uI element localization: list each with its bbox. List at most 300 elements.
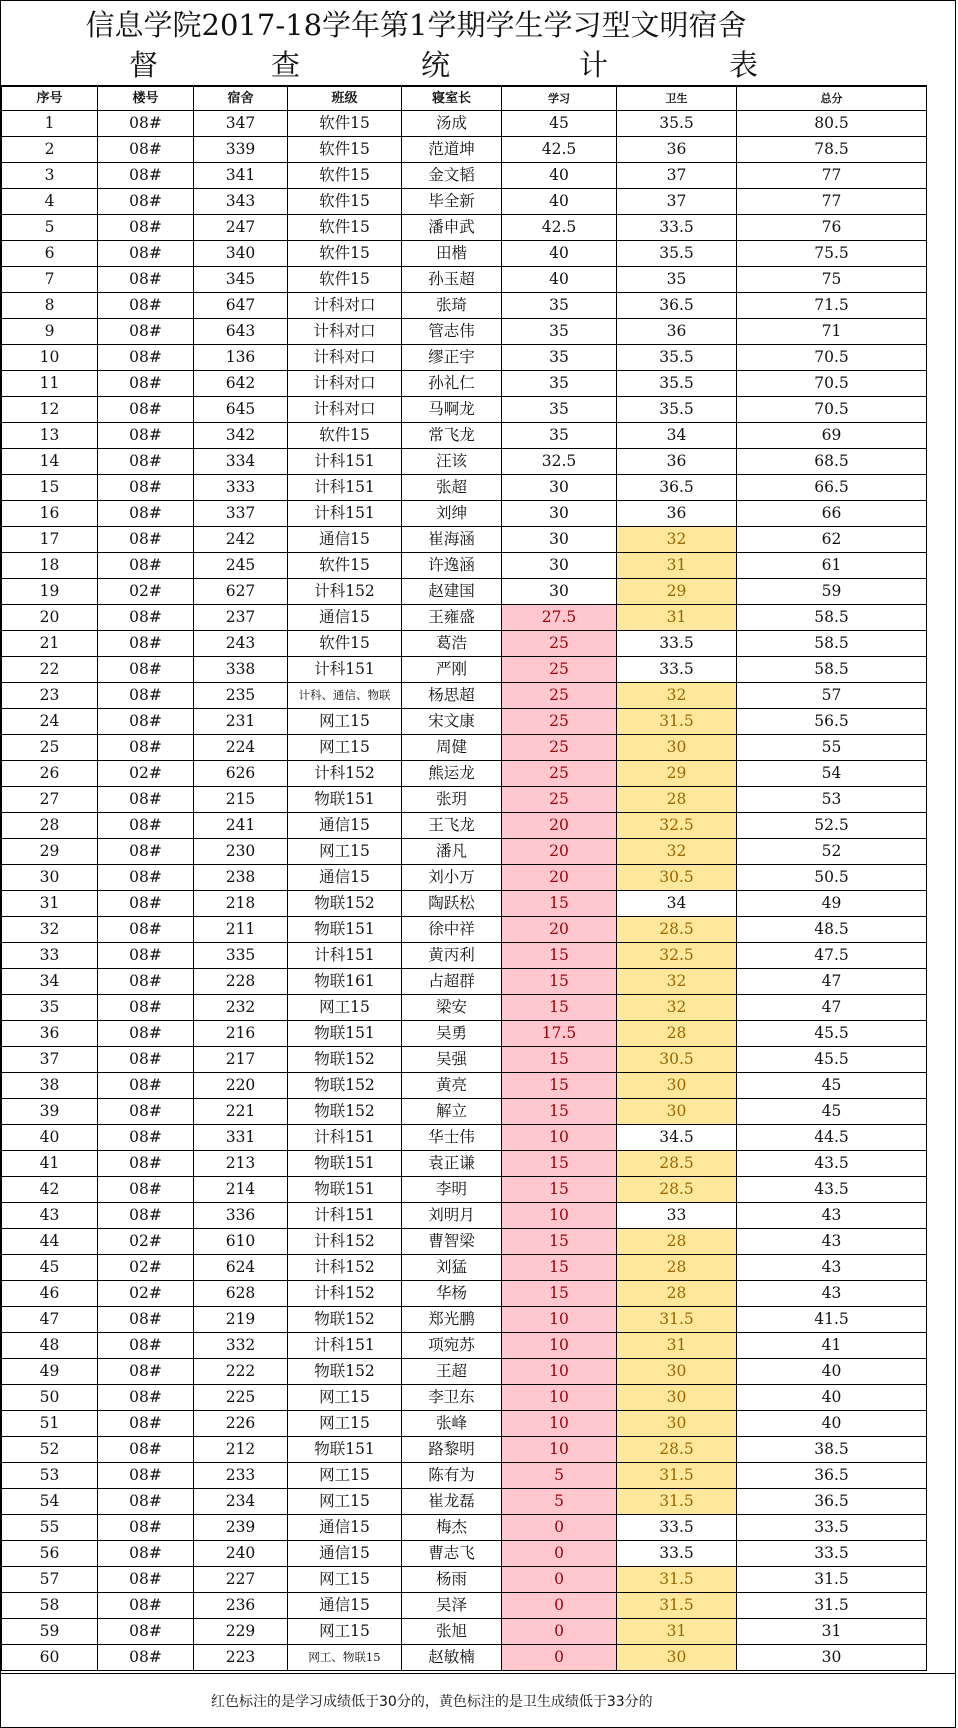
column-header[interactable]: 寝室长 xyxy=(402,86,502,111)
hygiene-score-cell[interactable]: 37 xyxy=(617,163,737,189)
study-score-cell[interactable]: 15 xyxy=(502,1099,617,1125)
row-number-cell[interactable]: 33 xyxy=(2,943,98,969)
class-cell[interactable]: 通信15 xyxy=(288,813,402,839)
building-cell[interactable]: 08# xyxy=(98,995,194,1021)
study-score-cell[interactable]: 15 xyxy=(502,1047,617,1073)
hygiene-score-cell[interactable]: 28.5 xyxy=(617,1151,737,1177)
dorm-leader-cell[interactable]: 曹志飞 xyxy=(402,1541,502,1567)
building-cell[interactable]: 08# xyxy=(98,1099,194,1125)
study-score-cell[interactable]: 40 xyxy=(502,189,617,215)
study-score-cell[interactable]: 30 xyxy=(502,501,617,527)
study-score-cell[interactable]: 20 xyxy=(502,839,617,865)
dorm-number-cell[interactable]: 645 xyxy=(194,397,288,423)
building-cell[interactable]: 08# xyxy=(98,1333,194,1359)
class-cell[interactable]: 计科151 xyxy=(288,1125,402,1151)
dorm-number-cell[interactable]: 235 xyxy=(194,683,288,709)
dorm-leader-cell[interactable]: 梁安 xyxy=(402,995,502,1021)
hygiene-score-cell[interactable]: 30.5 xyxy=(617,865,737,891)
hygiene-score-cell[interactable]: 28 xyxy=(617,787,737,813)
class-cell[interactable]: 软件15 xyxy=(288,111,402,137)
class-cell[interactable]: 软件15 xyxy=(288,189,402,215)
class-cell[interactable]: 计科151 xyxy=(288,449,402,475)
study-score-cell[interactable]: 35 xyxy=(502,397,617,423)
hygiene-score-cell[interactable]: 36 xyxy=(617,137,737,163)
dorm-leader-cell[interactable]: 华士伟 xyxy=(402,1125,502,1151)
total-score-cell[interactable]: 31 xyxy=(737,1619,927,1645)
dorm-number-cell[interactable]: 345 xyxy=(194,267,288,293)
hygiene-score-cell[interactable]: 28 xyxy=(617,1021,737,1047)
class-cell[interactable]: 物联151 xyxy=(288,1021,402,1047)
dorm-leader-cell[interactable]: 吴泽 xyxy=(402,1593,502,1619)
study-score-cell[interactable]: 15 xyxy=(502,943,617,969)
study-score-cell[interactable]: 45 xyxy=(502,111,617,137)
total-score-cell[interactable]: 47.5 xyxy=(737,943,927,969)
total-score-cell[interactable]: 49 xyxy=(737,891,927,917)
total-score-cell[interactable]: 40 xyxy=(737,1359,927,1385)
building-cell[interactable]: 08# xyxy=(98,111,194,137)
building-cell[interactable]: 08# xyxy=(98,917,194,943)
row-number-cell[interactable]: 29 xyxy=(2,839,98,865)
study-score-cell[interactable]: 25 xyxy=(502,735,617,761)
building-cell[interactable]: 08# xyxy=(98,345,194,371)
total-score-cell[interactable]: 43 xyxy=(737,1281,927,1307)
dorm-leader-cell[interactable]: 张琦 xyxy=(402,293,502,319)
row-number-cell[interactable]: 27 xyxy=(2,787,98,813)
hygiene-score-cell[interactable]: 33.5 xyxy=(617,631,737,657)
column-header[interactable]: 卫生 xyxy=(617,86,737,111)
total-score-cell[interactable]: 45.5 xyxy=(737,1047,927,1073)
dorm-number-cell[interactable]: 337 xyxy=(194,501,288,527)
row-number-cell[interactable]: 14 xyxy=(2,449,98,475)
row-number-cell[interactable]: 36 xyxy=(2,1021,98,1047)
dorm-leader-cell[interactable]: 王飞龙 xyxy=(402,813,502,839)
hygiene-score-cell[interactable]: 28 xyxy=(617,1229,737,1255)
building-cell[interactable]: 08# xyxy=(98,683,194,709)
hygiene-score-cell[interactable]: 35.5 xyxy=(617,241,737,267)
row-number-cell[interactable]: 46 xyxy=(2,1281,98,1307)
hygiene-score-cell[interactable]: 35.5 xyxy=(617,111,737,137)
dorm-leader-cell[interactable]: 李卫东 xyxy=(402,1385,502,1411)
class-cell[interactable]: 网工15 xyxy=(288,1619,402,1645)
dorm-number-cell[interactable]: 220 xyxy=(194,1073,288,1099)
row-number-cell[interactable]: 35 xyxy=(2,995,98,1021)
hygiene-score-cell[interactable]: 30 xyxy=(617,1099,737,1125)
row-number-cell[interactable]: 38 xyxy=(2,1073,98,1099)
building-cell[interactable]: 02# xyxy=(98,1281,194,1307)
class-cell[interactable]: 软件15 xyxy=(288,423,402,449)
dorm-number-cell[interactable]: 643 xyxy=(194,319,288,345)
study-score-cell[interactable]: 25 xyxy=(502,709,617,735)
dorm-number-cell[interactable]: 626 xyxy=(194,761,288,787)
dorm-number-cell[interactable]: 341 xyxy=(194,163,288,189)
study-score-cell[interactable]: 25 xyxy=(502,657,617,683)
building-cell[interactable]: 08# xyxy=(98,1619,194,1645)
dorm-number-cell[interactable]: 213 xyxy=(194,1151,288,1177)
study-score-cell[interactable]: 30 xyxy=(502,553,617,579)
building-cell[interactable]: 08# xyxy=(98,631,194,657)
study-score-cell[interactable]: 15 xyxy=(502,891,617,917)
total-score-cell[interactable]: 75 xyxy=(737,267,927,293)
study-score-cell[interactable]: 10 xyxy=(502,1125,617,1151)
total-score-cell[interactable]: 43 xyxy=(737,1203,927,1229)
dorm-leader-cell[interactable]: 刘绅 xyxy=(402,501,502,527)
dorm-leader-cell[interactable]: 宋文康 xyxy=(402,709,502,735)
dorm-number-cell[interactable]: 228 xyxy=(194,969,288,995)
study-score-cell[interactable]: 20 xyxy=(502,813,617,839)
dorm-leader-cell[interactable]: 潘凡 xyxy=(402,839,502,865)
class-cell[interactable]: 网工15 xyxy=(288,1463,402,1489)
hygiene-score-cell[interactable]: 34.5 xyxy=(617,1125,737,1151)
dorm-number-cell[interactable]: 243 xyxy=(194,631,288,657)
class-cell[interactable]: 物联161 xyxy=(288,969,402,995)
study-score-cell[interactable]: 20 xyxy=(502,917,617,943)
study-score-cell[interactable]: 25 xyxy=(502,631,617,657)
total-score-cell[interactable]: 45 xyxy=(737,1073,927,1099)
dorm-leader-cell[interactable]: 周健 xyxy=(402,735,502,761)
class-cell[interactable]: 软件15 xyxy=(288,553,402,579)
class-cell[interactable]: 网工15 xyxy=(288,1411,402,1437)
row-number-cell[interactable]: 11 xyxy=(2,371,98,397)
total-score-cell[interactable]: 77 xyxy=(737,189,927,215)
total-score-cell[interactable]: 62 xyxy=(737,527,927,553)
class-cell[interactable]: 软件15 xyxy=(288,137,402,163)
total-score-cell[interactable]: 43.5 xyxy=(737,1177,927,1203)
row-number-cell[interactable]: 4 xyxy=(2,189,98,215)
dorm-number-cell[interactable]: 231 xyxy=(194,709,288,735)
dorm-leader-cell[interactable]: 刘明月 xyxy=(402,1203,502,1229)
building-cell[interactable]: 02# xyxy=(98,761,194,787)
hygiene-score-cell[interactable]: 30.5 xyxy=(617,1047,737,1073)
dorm-leader-cell[interactable]: 刘猛 xyxy=(402,1255,502,1281)
dorm-leader-cell[interactable]: 杨雨 xyxy=(402,1567,502,1593)
building-cell[interactable]: 08# xyxy=(98,319,194,345)
dorm-number-cell[interactable]: 230 xyxy=(194,839,288,865)
study-score-cell[interactable]: 40 xyxy=(502,163,617,189)
total-score-cell[interactable]: 69 xyxy=(737,423,927,449)
dorm-leader-cell[interactable]: 马啊龙 xyxy=(402,397,502,423)
building-cell[interactable]: 08# xyxy=(98,1177,194,1203)
class-cell[interactable]: 物联151 xyxy=(288,787,402,813)
row-number-cell[interactable]: 60 xyxy=(2,1645,98,1671)
class-cell[interactable]: 物联152 xyxy=(288,1073,402,1099)
building-cell[interactable]: 02# xyxy=(98,579,194,605)
study-score-cell[interactable]: 15 xyxy=(502,1177,617,1203)
hygiene-score-cell[interactable]: 28 xyxy=(617,1281,737,1307)
building-cell[interactable]: 08# xyxy=(98,787,194,813)
dorm-leader-cell[interactable]: 袁正谦 xyxy=(402,1151,502,1177)
total-score-cell[interactable]: 31.5 xyxy=(737,1593,927,1619)
hygiene-score-cell[interactable]: 28.5 xyxy=(617,1177,737,1203)
dorm-number-cell[interactable]: 217 xyxy=(194,1047,288,1073)
dorm-number-cell[interactable]: 241 xyxy=(194,813,288,839)
row-number-cell[interactable]: 10 xyxy=(2,345,98,371)
row-number-cell[interactable]: 53 xyxy=(2,1463,98,1489)
hygiene-score-cell[interactable]: 28 xyxy=(617,1255,737,1281)
building-cell[interactable]: 08# xyxy=(98,527,194,553)
hygiene-score-cell[interactable]: 32.5 xyxy=(617,813,737,839)
total-score-cell[interactable]: 36.5 xyxy=(737,1463,927,1489)
hygiene-score-cell[interactable]: 35 xyxy=(617,267,737,293)
building-cell[interactable]: 08# xyxy=(98,1489,194,1515)
hygiene-score-cell[interactable]: 30 xyxy=(617,1411,737,1437)
dorm-number-cell[interactable]: 239 xyxy=(194,1515,288,1541)
total-score-cell[interactable]: 40 xyxy=(737,1385,927,1411)
dorm-number-cell[interactable]: 335 xyxy=(194,943,288,969)
total-score-cell[interactable]: 41 xyxy=(737,1333,927,1359)
class-cell[interactable]: 计科151 xyxy=(288,475,402,501)
building-cell[interactable]: 08# xyxy=(98,891,194,917)
row-number-cell[interactable]: 16 xyxy=(2,501,98,527)
row-number-cell[interactable]: 1 xyxy=(2,111,98,137)
class-cell[interactable]: 计科对口 xyxy=(288,293,402,319)
study-score-cell[interactable]: 10 xyxy=(502,1411,617,1437)
hygiene-score-cell[interactable]: 30 xyxy=(617,1645,737,1671)
total-score-cell[interactable]: 36.5 xyxy=(737,1489,927,1515)
building-cell[interactable]: 08# xyxy=(98,813,194,839)
study-score-cell[interactable]: 0 xyxy=(502,1645,617,1671)
class-cell[interactable]: 物联151 xyxy=(288,917,402,943)
row-number-cell[interactable]: 21 xyxy=(2,631,98,657)
study-score-cell[interactable]: 35 xyxy=(502,371,617,397)
dorm-number-cell[interactable]: 624 xyxy=(194,1255,288,1281)
row-number-cell[interactable]: 23 xyxy=(2,683,98,709)
total-score-cell[interactable]: 48.5 xyxy=(737,917,927,943)
study-score-cell[interactable]: 30 xyxy=(502,579,617,605)
total-score-cell[interactable]: 70.5 xyxy=(737,371,927,397)
row-number-cell[interactable]: 28 xyxy=(2,813,98,839)
hygiene-score-cell[interactable]: 32.5 xyxy=(617,943,737,969)
building-cell[interactable]: 08# xyxy=(98,475,194,501)
building-cell[interactable]: 08# xyxy=(98,1021,194,1047)
building-cell[interactable]: 08# xyxy=(98,709,194,735)
study-score-cell[interactable]: 17.5 xyxy=(502,1021,617,1047)
dorm-leader-cell[interactable]: 徐中祥 xyxy=(402,917,502,943)
hygiene-score-cell[interactable]: 33.5 xyxy=(617,1515,737,1541)
study-score-cell[interactable]: 15 xyxy=(502,1229,617,1255)
row-number-cell[interactable]: 47 xyxy=(2,1307,98,1333)
total-score-cell[interactable]: 33.5 xyxy=(737,1515,927,1541)
dorm-number-cell[interactable]: 336 xyxy=(194,1203,288,1229)
building-cell[interactable]: 08# xyxy=(98,1385,194,1411)
row-number-cell[interactable]: 24 xyxy=(2,709,98,735)
row-number-cell[interactable]: 5 xyxy=(2,215,98,241)
class-cell[interactable]: 软件15 xyxy=(288,241,402,267)
total-score-cell[interactable]: 38.5 xyxy=(737,1437,927,1463)
hygiene-score-cell[interactable]: 32 xyxy=(617,839,737,865)
row-number-cell[interactable]: 41 xyxy=(2,1151,98,1177)
class-cell[interactable]: 网工、物联15 xyxy=(288,1645,402,1671)
total-score-cell[interactable]: 66 xyxy=(737,501,927,527)
dorm-leader-cell[interactable]: 杨思超 xyxy=(402,683,502,709)
dorm-number-cell[interactable]: 214 xyxy=(194,1177,288,1203)
dorm-number-cell[interactable]: 236 xyxy=(194,1593,288,1619)
hygiene-score-cell[interactable]: 33.5 xyxy=(617,657,737,683)
total-score-cell[interactable]: 43.5 xyxy=(737,1151,927,1177)
total-score-cell[interactable]: 70.5 xyxy=(737,345,927,371)
building-cell[interactable]: 08# xyxy=(98,735,194,761)
total-score-cell[interactable]: 47 xyxy=(737,969,927,995)
dorm-number-cell[interactable]: 333 xyxy=(194,475,288,501)
study-score-cell[interactable]: 25 xyxy=(502,761,617,787)
class-cell[interactable]: 物联151 xyxy=(288,1151,402,1177)
dorm-leader-cell[interactable]: 崔海涵 xyxy=(402,527,502,553)
hygiene-score-cell[interactable]: 32 xyxy=(617,683,737,709)
dorm-leader-cell[interactable]: 张玥 xyxy=(402,787,502,813)
building-cell[interactable]: 08# xyxy=(98,423,194,449)
dorm-leader-cell[interactable]: 陈有为 xyxy=(402,1463,502,1489)
dorm-leader-cell[interactable]: 毕全新 xyxy=(402,189,502,215)
study-score-cell[interactable]: 15 xyxy=(502,1151,617,1177)
study-score-cell[interactable]: 15 xyxy=(502,995,617,1021)
class-cell[interactable]: 软件15 xyxy=(288,267,402,293)
row-number-cell[interactable]: 13 xyxy=(2,423,98,449)
row-number-cell[interactable]: 17 xyxy=(2,527,98,553)
hygiene-score-cell[interactable]: 36.5 xyxy=(617,475,737,501)
dorm-number-cell[interactable]: 215 xyxy=(194,787,288,813)
building-cell[interactable]: 08# xyxy=(98,969,194,995)
total-score-cell[interactable]: 44.5 xyxy=(737,1125,927,1151)
total-score-cell[interactable]: 61 xyxy=(737,553,927,579)
building-cell[interactable]: 08# xyxy=(98,449,194,475)
building-cell[interactable]: 08# xyxy=(98,1411,194,1437)
study-score-cell[interactable]: 0 xyxy=(502,1541,617,1567)
dorm-leader-cell[interactable]: 范道坤 xyxy=(402,137,502,163)
dorm-leader-cell[interactable]: 王雍盛 xyxy=(402,605,502,631)
class-cell[interactable]: 计科151 xyxy=(288,1203,402,1229)
dorm-leader-cell[interactable]: 曹智梁 xyxy=(402,1229,502,1255)
building-cell[interactable]: 08# xyxy=(98,137,194,163)
total-score-cell[interactable]: 45 xyxy=(737,1099,927,1125)
dorm-leader-cell[interactable]: 吴强 xyxy=(402,1047,502,1073)
study-score-cell[interactable]: 35 xyxy=(502,423,617,449)
row-number-cell[interactable]: 19 xyxy=(2,579,98,605)
total-score-cell[interactable]: 43 xyxy=(737,1255,927,1281)
dorm-leader-cell[interactable]: 刘小万 xyxy=(402,865,502,891)
dorm-leader-cell[interactable]: 黄亮 xyxy=(402,1073,502,1099)
study-score-cell[interactable]: 32.5 xyxy=(502,449,617,475)
class-cell[interactable]: 物联151 xyxy=(288,1177,402,1203)
row-number-cell[interactable]: 9 xyxy=(2,319,98,345)
dorm-leader-cell[interactable]: 田楷 xyxy=(402,241,502,267)
class-cell[interactable]: 物联152 xyxy=(288,891,402,917)
class-cell[interactable]: 计科152 xyxy=(288,761,402,787)
dorm-leader-cell[interactable]: 王超 xyxy=(402,1359,502,1385)
study-score-cell[interactable]: 20 xyxy=(502,865,617,891)
dorm-number-cell[interactable]: 338 xyxy=(194,657,288,683)
study-score-cell[interactable]: 0 xyxy=(502,1593,617,1619)
total-score-cell[interactable]: 71 xyxy=(737,319,927,345)
row-number-cell[interactable]: 50 xyxy=(2,1385,98,1411)
dorm-number-cell[interactable]: 233 xyxy=(194,1463,288,1489)
row-number-cell[interactable]: 22 xyxy=(2,657,98,683)
row-number-cell[interactable]: 34 xyxy=(2,969,98,995)
class-cell[interactable]: 网工15 xyxy=(288,995,402,1021)
hygiene-score-cell[interactable]: 31.5 xyxy=(617,1593,737,1619)
class-cell[interactable]: 物联152 xyxy=(288,1047,402,1073)
row-number-cell[interactable]: 59 xyxy=(2,1619,98,1645)
dorm-number-cell[interactable]: 136 xyxy=(194,345,288,371)
hygiene-score-cell[interactable]: 29 xyxy=(617,761,737,787)
column-header[interactable]: 楼号 xyxy=(98,86,194,111)
row-number-cell[interactable]: 37 xyxy=(2,1047,98,1073)
dorm-leader-cell[interactable]: 陶跃松 xyxy=(402,891,502,917)
dorm-leader-cell[interactable]: 张旭 xyxy=(402,1619,502,1645)
building-cell[interactable]: 08# xyxy=(98,215,194,241)
column-header[interactable]: 总分 xyxy=(737,86,927,111)
dorm-number-cell[interactable]: 642 xyxy=(194,371,288,397)
study-score-cell[interactable]: 15 xyxy=(502,969,617,995)
building-cell[interactable]: 08# xyxy=(98,1463,194,1489)
total-score-cell[interactable]: 52.5 xyxy=(737,813,927,839)
study-score-cell[interactable]: 42.5 xyxy=(502,137,617,163)
study-score-cell[interactable]: 10 xyxy=(502,1333,617,1359)
study-score-cell[interactable]: 40 xyxy=(502,267,617,293)
class-cell[interactable]: 物联151 xyxy=(288,1437,402,1463)
building-cell[interactable]: 08# xyxy=(98,397,194,423)
dorm-leader-cell[interactable]: 汪该 xyxy=(402,449,502,475)
class-cell[interactable]: 计科151 xyxy=(288,657,402,683)
dorm-number-cell[interactable]: 245 xyxy=(194,553,288,579)
building-cell[interactable]: 08# xyxy=(98,657,194,683)
class-cell[interactable]: 物联152 xyxy=(288,1307,402,1333)
total-score-cell[interactable]: 55 xyxy=(737,735,927,761)
dorm-leader-cell[interactable]: 华杨 xyxy=(402,1281,502,1307)
building-cell[interactable]: 08# xyxy=(98,163,194,189)
hygiene-score-cell[interactable]: 32 xyxy=(617,527,737,553)
class-cell[interactable]: 通信15 xyxy=(288,605,402,631)
dorm-leader-cell[interactable]: 孙礼仁 xyxy=(402,371,502,397)
row-number-cell[interactable]: 42 xyxy=(2,1177,98,1203)
dorm-number-cell[interactable]: 224 xyxy=(194,735,288,761)
dorm-number-cell[interactable]: 340 xyxy=(194,241,288,267)
dorm-number-cell[interactable]: 242 xyxy=(194,527,288,553)
dorm-leader-cell[interactable]: 路黎明 xyxy=(402,1437,502,1463)
hygiene-score-cell[interactable]: 36 xyxy=(617,319,737,345)
class-cell[interactable]: 物联152 xyxy=(288,1359,402,1385)
building-cell[interactable]: 08# xyxy=(98,1151,194,1177)
building-cell[interactable]: 02# xyxy=(98,1255,194,1281)
study-score-cell[interactable]: 15 xyxy=(502,1073,617,1099)
building-cell[interactable]: 08# xyxy=(98,1541,194,1567)
class-cell[interactable]: 网工15 xyxy=(288,709,402,735)
total-score-cell[interactable]: 47 xyxy=(737,995,927,1021)
building-cell[interactable]: 08# xyxy=(98,1645,194,1671)
column-header[interactable]: 宿舍 xyxy=(194,86,288,111)
hygiene-score-cell[interactable]: 30 xyxy=(617,1073,737,1099)
building-cell[interactable]: 08# xyxy=(98,1047,194,1073)
study-score-cell[interactable]: 40 xyxy=(502,241,617,267)
dorm-number-cell[interactable]: 332 xyxy=(194,1333,288,1359)
hygiene-score-cell[interactable]: 31.5 xyxy=(617,1567,737,1593)
total-score-cell[interactable]: 31.5 xyxy=(737,1567,927,1593)
study-score-cell[interactable]: 30 xyxy=(502,527,617,553)
building-cell[interactable]: 08# xyxy=(98,371,194,397)
row-number-cell[interactable]: 20 xyxy=(2,605,98,631)
building-cell[interactable]: 08# xyxy=(98,267,194,293)
row-number-cell[interactable]: 48 xyxy=(2,1333,98,1359)
total-score-cell[interactable]: 66.5 xyxy=(737,475,927,501)
total-score-cell[interactable]: 41.5 xyxy=(737,1307,927,1333)
class-cell[interactable]: 通信15 xyxy=(288,865,402,891)
total-score-cell[interactable]: 58.5 xyxy=(737,657,927,683)
class-cell[interactable]: 软件15 xyxy=(288,215,402,241)
hygiene-score-cell[interactable]: 35.5 xyxy=(617,397,737,423)
total-score-cell[interactable]: 78.5 xyxy=(737,137,927,163)
total-score-cell[interactable]: 54 xyxy=(737,761,927,787)
class-cell[interactable]: 网工15 xyxy=(288,1567,402,1593)
row-number-cell[interactable]: 18 xyxy=(2,553,98,579)
dorm-number-cell[interactable]: 247 xyxy=(194,215,288,241)
